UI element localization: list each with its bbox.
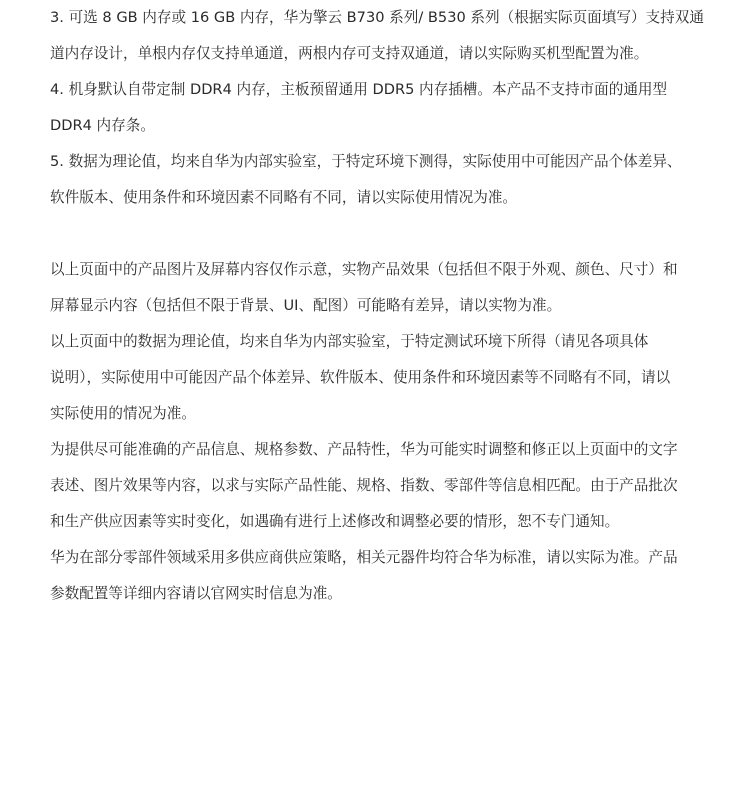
note-item-4 [50,72,710,144]
note-line: 5. 数据为理论值，均来自华为内部实验室，于特定环境下测得，实际使用中可能因产品个体差异、 [50,153,682,170]
disclaimer-line: 华为在部分零部件领域采用多供应商供应策略，相关元器件均符合华为标准，请以实际为准。产品 [50,549,678,566]
disclaimer-data [50,324,710,432]
disclaimer-line: 表述、图片效果等内容，以求与实际产品性能、规格、指数、零部件等信息相匹配。由于产品批次 [50,477,678,494]
disclaimer-updates [50,432,710,540]
note-line: 3. 可选 8 GB 内存或 16 GB 内存，华为擎云 B730 系列/ B530 系列（根据实际页面填写）支持双通 [50,9,704,26]
disclaimer-line: 以上页面中的数据为理论值，均来自华为内部实验室，于特定测试环境下所得（请见各项具体 [50,333,649,350]
note-line: 软件版本、使用条件和环境因素不同略有不同，请以实际使用情况为准。 [50,189,518,206]
disclaimer-suppliers [50,540,710,612]
disclaimer-images [50,252,710,324]
note-line: 4. 机身默认自带定制 DDR4 内存，主板预留通用 DDR5 内存插槽。本产品不支持市面的通用型 [50,81,668,98]
spec-notes-document [50,0,710,612]
disclaimer-line: 说明），实际使用中可能因产品个体差异、软件版本、使用条件和环境因素等不同略有不同，请以 [50,369,671,386]
note-item-3 [50,0,710,72]
disclaimer-line: 以上页面中的产品图片及屏幕内容仅作示意，实物产品效果（包括但不限于外观、颜色、尺寸）和 [50,261,678,278]
disclaimer-line: 参数配置等详细内容请以官网实时信息为准。 [50,585,342,602]
note-item-5 [50,144,710,216]
disclaimer-line: 屏幕显示内容（包括但不限于背景、UI、配图）可能略有差异，请以实物为准。 [50,297,562,314]
note-line: 道内存设计，单根内存仅支持单通道，两根内存可支持双通道，请以实际购买机型配置为准。 [50,45,649,62]
note-line: DDR4 内存条。 [50,117,155,134]
disclaimer-line: 实际使用的情况为准。 [50,405,196,422]
disclaimer-line: 和生产供应因素等实时变化，如遇确有进行上述修改和调整必要的情形，恕不专门通知。 [50,513,620,530]
section-spacer [50,216,710,252]
disclaimer-line: 为提供尽可能准确的产品信息、规格参数、产品特性，华为可能实时调整和修正以上页面中的文字 [50,441,678,458]
